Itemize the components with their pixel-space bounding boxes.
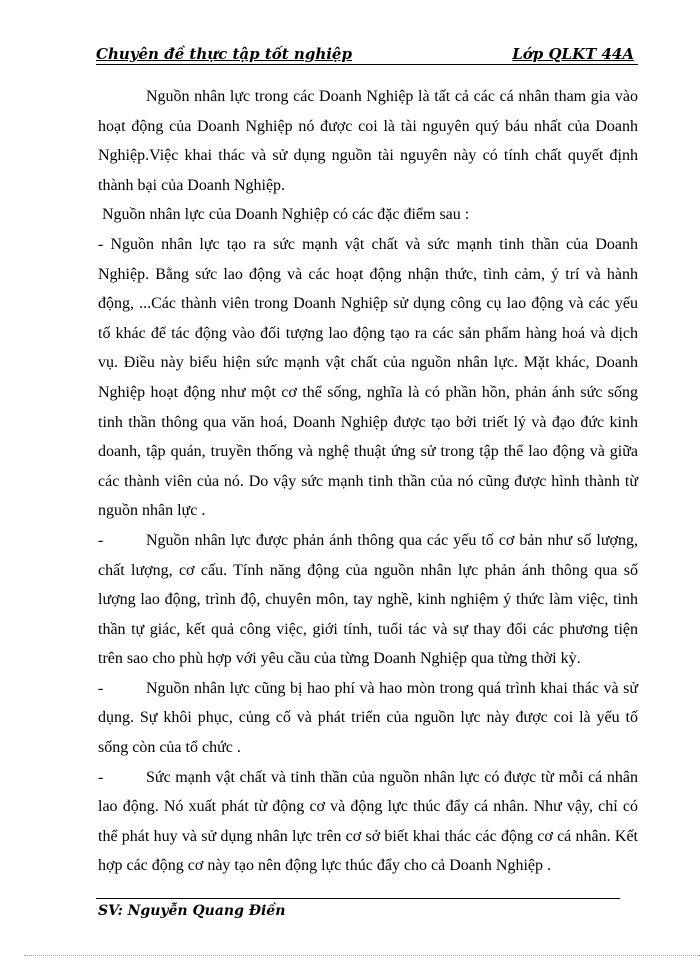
paragraph-2: Nguồn nhân lực của Doanh Nghiệp có các đặc điểm sau : bbox=[102, 206, 470, 224]
paragraph-4-text: Nguồn nhân lực được phản ánh thông qua các yếu tố cơ bản như số lượng, chất lượng, cơ cấu. Tính năng động của nguồn nhân lực phản ánh thông qua số lượng lao động, trình độ, chuyên môn, tay nghề, kinh nghiệm ý thức làm việc, tinh thần tự giác, kết quả công việc, giới tính, tuổi tác và sự thay đổi các phương tiện trên sao cho phù hợp với yêu cầu của từng Doanh Nghiệp qua từng thời kỳ. bbox=[98, 531, 638, 668]
footer-author: SV: Nguyễn Quang Điền bbox=[98, 903, 286, 919]
bullet-dash: - bbox=[98, 679, 104, 697]
header-class: Lớp QLKT 44A bbox=[512, 45, 634, 63]
header-title: Chuyên đề thực tập tốt nghiệp bbox=[96, 45, 352, 63]
paragraph-4 bbox=[98, 526, 638, 674]
paragraph-6-text: Sức mạnh vật chất và tinh thần của nguồn nhân lực có được từ mỗi cá nhân lao động. Nó xuất phát từ động cơ và động lực thúc đẩy cá nhân. Như vậy, chỉ có thể phát huy và sử dụng nhân lực trên cơ sở biết khai thác các động cơ cá nhân. Kết hợp các động cơ này tạo nên động lực thúc đẩy cho cả Doanh Nghiệp . bbox=[98, 768, 638, 875]
paragraph-1: Nguồn nhân lực trong các Doanh Nghiệp là tất cả các cá nhân tham gia vào hoạt động của Doanh Nghiệp nó được coi là tài nguyên quý báu nhất của Doanh Nghiệp.Việc khai thác và sử dụng nguồn tài nguyên này có tính chất quyết định thành bại của Doanh Nghiệp. bbox=[98, 88, 638, 194]
paragraph-5 bbox=[98, 674, 638, 763]
paragraph-5-text: Nguồn nhân lực cũng bị hao phí và hao mòn trong quá trình khai thác và sử dụng. Sự khôi phục, củng cố và phát triển của nguồn lực này được coi là yếu tố sống còn của tổ chức . bbox=[98, 679, 638, 757]
paragraph-3: - Nguồn nhân lực tạo ra sức mạnh vật chất và sức mạnh tinh thần của Doanh Nghiệp. Bằng sức lao động và các hoạt động nhận thức, tình cảm, ý trí và hành động, ...Các thành viên trong Doanh Nghiệp sử dụng công cụ lao động và các yếu tố khác để tác động vào đối tượng lao động tạo ra các sản phẩm hàng hoá và dịch vụ. Điều này biểu hiện sức mạnh vật chất của nguồn nhân lực. Mặt khác, Doanh Nghiệp hoạt động như một cơ thể sống, nghĩa là có phần hồn, phản ánh sức sống tinh thần thông qua văn hoá, Doanh Nghiệp được tạo bởi triết lý và đạo đức kinh doanh, tập quán, truyền thống và nghệ thuật ứng sử trong tập thể lao động và giữa các thành viên của nó. Do vậy sức mạnh tinh thần của nó cũng được hình thành từ nguồn nhân lực . bbox=[98, 235, 638, 520]
bullet-dash: - bbox=[98, 768, 104, 786]
bullet-dash: - bbox=[98, 531, 104, 549]
page-header bbox=[96, 40, 638, 65]
body-text bbox=[98, 82, 638, 881]
footer-divider bbox=[96, 898, 620, 899]
paragraph-6 bbox=[98, 763, 638, 881]
page-break-line bbox=[24, 955, 700, 956]
